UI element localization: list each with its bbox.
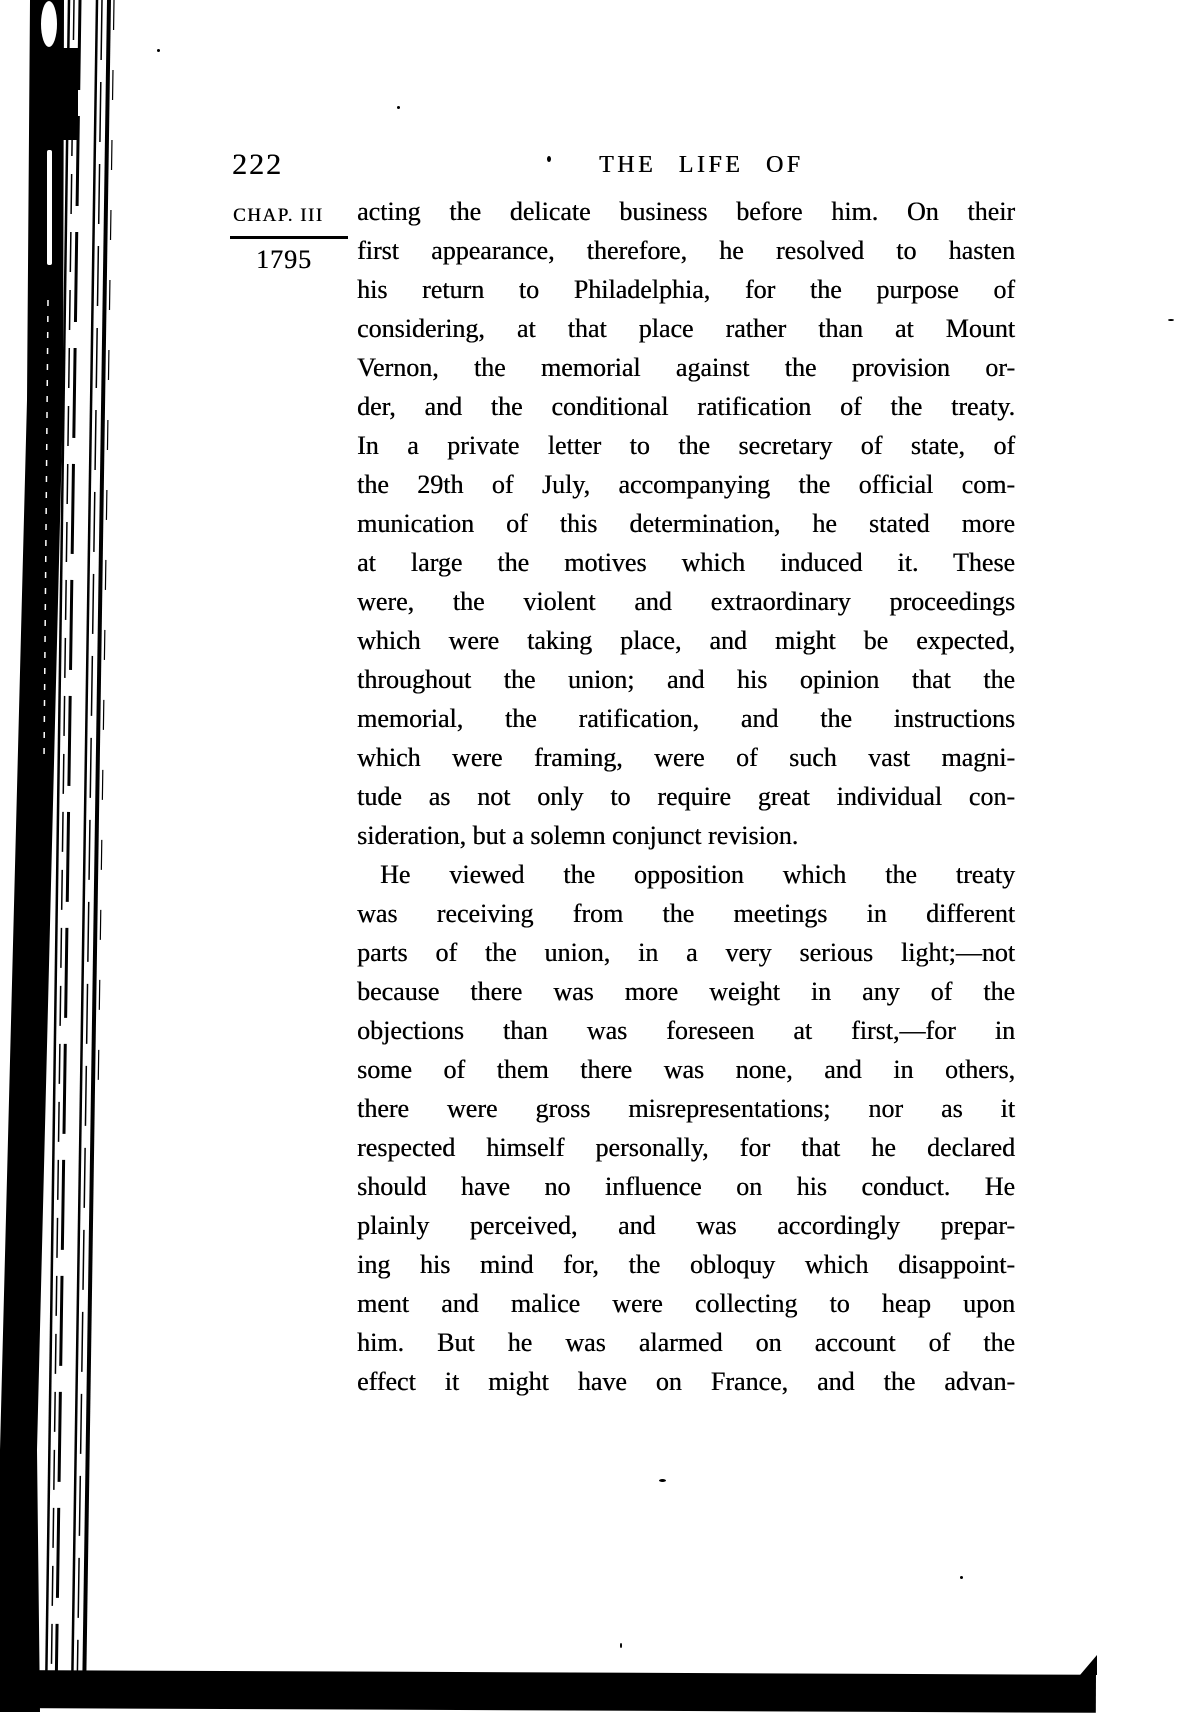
- page-number: 222: [232, 148, 283, 181]
- body-line: at large the motives which induced it. These: [357, 548, 1015, 577]
- ink-speck: [547, 156, 551, 162]
- body-line: der, and the conditional ratification of the treaty.: [357, 392, 1015, 421]
- body-line: because there was more weight in any of the: [357, 977, 1015, 1006]
- body-line: effect it might have on France, and the advan-: [357, 1367, 1015, 1396]
- body-line: which were framing, were of such vast magni-: [357, 743, 1015, 772]
- ink-speck: [1168, 319, 1174, 321]
- body-line: considering, at that place rather than at Mount: [357, 314, 1015, 343]
- body-line: his return to Philadelphia, for the purpose of: [357, 275, 1015, 304]
- ink-speck: [659, 1479, 666, 1482]
- body-line: there were gross misrepresentations; nor as it: [357, 1094, 1015, 1123]
- body-line: sideration, but a solemn conjunct revision.: [357, 821, 799, 850]
- body-line: were, the violent and extraordinary proceedings: [357, 587, 1015, 616]
- body-line: Vernon, the memorial against the provision or-: [357, 353, 1015, 382]
- body-line: parts of the union, in a very serious light;—not: [357, 938, 1015, 967]
- ink-speck: [397, 106, 400, 109]
- body-line: the 29th of July, accompanying the official com-: [357, 470, 1015, 499]
- chapter-sidenote: CHAP. III: [233, 205, 324, 226]
- scan-bottom-bar-artifact: [0, 1670, 1096, 1713]
- body-line: respected himself personally, for that he declared: [357, 1133, 1015, 1162]
- body-line: acting the delicate business before him. On their: [357, 197, 1015, 226]
- body-line: objections than was foreseen at first,—for in: [357, 1016, 1015, 1045]
- year-sidenote: 1795: [256, 245, 312, 274]
- body-line: first appearance, therefore, he resolved to hasten: [357, 236, 1015, 265]
- body-line: munication of this determination, he stated more: [357, 509, 1015, 538]
- scan-bottom-bar-tip-artifact: [1080, 1655, 1097, 1675]
- sidenote-rule: [230, 236, 348, 239]
- ink-speck: [157, 49, 160, 52]
- body-line: should have no influence on his conduct. He: [357, 1172, 1015, 1201]
- body-line: plainly perceived, and was accordingly prepar-: [357, 1211, 1015, 1240]
- body-line: tude as not only to require great individual con-: [357, 782, 1015, 811]
- ink-speck: [620, 1643, 622, 1648]
- body-line: memorial, the ratification, and the instructions: [357, 704, 1015, 733]
- body-line: him. But he was alarmed on account of the: [357, 1328, 1015, 1357]
- gutter-shadow-artifact: [0, 0, 130, 1721]
- body-line: was receiving from the meetings in different: [357, 899, 1015, 928]
- body-line: which were taking place, and might be expected,: [357, 626, 1015, 655]
- running-title: THE LIFE OF: [599, 152, 804, 178]
- body-line: ing his mind for, the obloquy which disappoint-: [357, 1250, 1015, 1279]
- body-line: He viewed the opposition which the treaty: [380, 860, 1015, 889]
- body-text: [357, 192, 1015, 1401]
- body-line: throughout the union; and his opinion that the: [357, 665, 1015, 694]
- ink-speck: [960, 1576, 963, 1579]
- body-line: some of them there was none, and in others,: [357, 1055, 1015, 1084]
- body-line: ment and malice were collecting to heap upon: [357, 1289, 1015, 1318]
- body-line: In a private letter to the secretary of state, of: [357, 431, 1015, 460]
